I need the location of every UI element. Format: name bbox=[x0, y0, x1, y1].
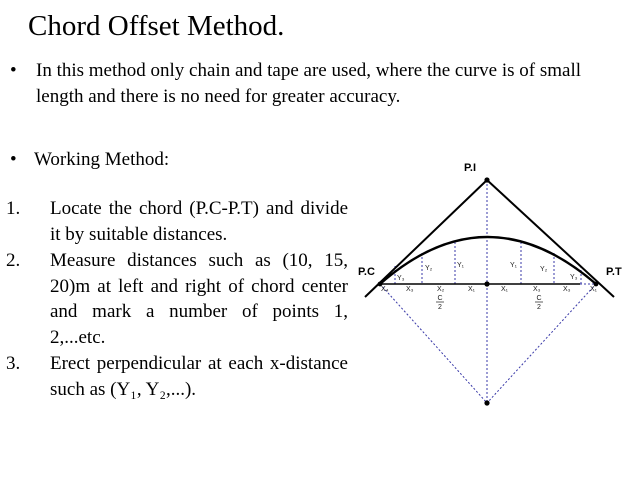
step-item bbox=[0, 351, 348, 402]
slide-title: Chord Offset Method. bbox=[28, 10, 285, 42]
half-chord-numerator: C bbox=[536, 295, 542, 302]
x3-label-far-right: X₃ bbox=[563, 286, 571, 293]
y2-label-left: Y₂ bbox=[425, 265, 433, 272]
pc-label: P.C bbox=[358, 266, 375, 278]
x1-label-right: X₁ bbox=[501, 286, 509, 293]
chord-midpoint bbox=[484, 281, 489, 286]
x2-label-left: X₂ bbox=[437, 286, 445, 293]
step-text: Erect perpendicular at each x-distance such as (Y₁, Y₂,...). bbox=[50, 353, 348, 400]
circular-curve bbox=[380, 237, 596, 284]
pt-label: P.T bbox=[606, 266, 622, 278]
step-number: 3. bbox=[6, 353, 21, 374]
y1-label-left: Y₁ bbox=[457, 262, 465, 269]
center-point bbox=[484, 400, 489, 405]
half-chord-label-right bbox=[535, 295, 543, 311]
y3-label-left: Y₃ bbox=[397, 275, 405, 282]
steps-list bbox=[0, 196, 348, 402]
working-method-heading: Working Method: bbox=[34, 149, 170, 170]
y3-label-right: Y₃ bbox=[570, 274, 578, 281]
bullet-icon: • bbox=[10, 60, 17, 81]
pi-point bbox=[484, 177, 489, 182]
intro-bullet bbox=[10, 58, 620, 110]
step-number: 1. bbox=[6, 198, 21, 219]
x3-label-left: X₃ bbox=[406, 286, 414, 293]
step-number: 2. bbox=[6, 250, 21, 271]
bullet-icon: • bbox=[10, 149, 17, 170]
chord-offset-diagram bbox=[352, 150, 638, 414]
x4-label-right: X₁ bbox=[590, 286, 598, 293]
y2-label-right: Y₂ bbox=[540, 266, 548, 273]
half-chord-denominator: 2 bbox=[537, 304, 541, 311]
dashed-line-pc-center bbox=[380, 284, 487, 403]
pi-label: P.I bbox=[464, 162, 477, 174]
step-item bbox=[0, 248, 348, 350]
x4-label-left: X₄ bbox=[381, 286, 389, 293]
working-method-bullet bbox=[10, 147, 310, 173]
intro-text: In this method only chain and tape are used, where the curve is of small length and there is no need for greater accuracy. bbox=[36, 60, 582, 107]
offset-ordinates bbox=[395, 242, 581, 284]
step-text: Locate the chord (P.C-P.T) and divide it by suitable distances. bbox=[50, 198, 348, 245]
half-chord-label-left bbox=[436, 295, 444, 311]
half-chord-numerator: C bbox=[437, 295, 443, 302]
step-text: Measure distances such as (10, 15, 20)m at left and right of chord center and mark a number of points 1, 2,...etc. bbox=[50, 250, 348, 348]
x3-label-right: X₃ bbox=[533, 286, 541, 293]
step-item bbox=[0, 196, 348, 247]
x-distance-labels bbox=[381, 286, 598, 293]
half-chord-denominator: 2 bbox=[438, 304, 442, 311]
x1-label-left: X₁ bbox=[468, 286, 476, 293]
y1-label-right: Y₁ bbox=[510, 262, 518, 269]
